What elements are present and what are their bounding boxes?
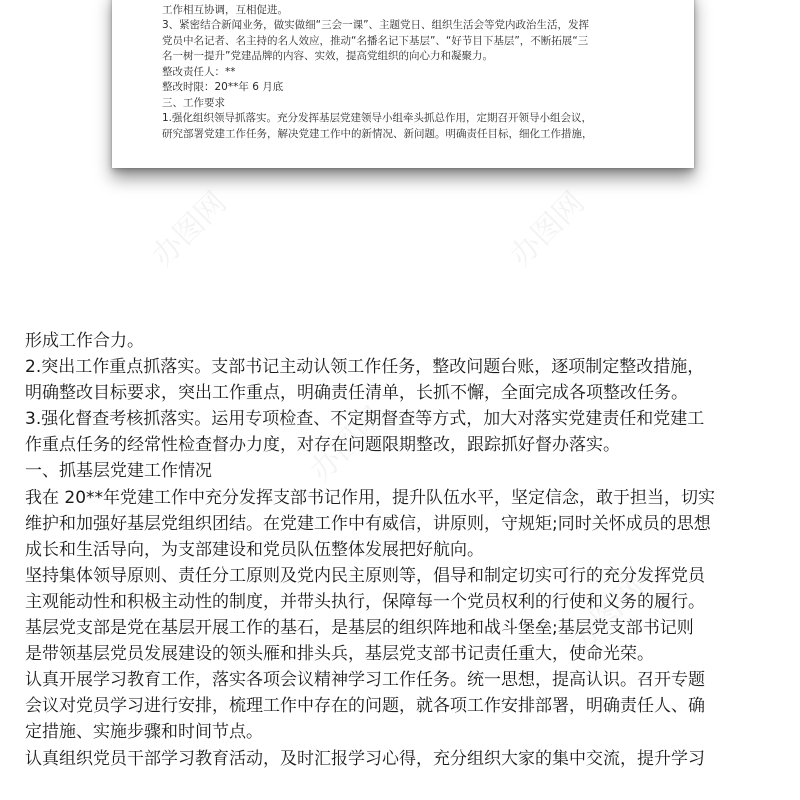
preview-line: 1.强化组织领导抓落实。充分发挥基层党建领导小组牵头抓总作用，定期召开领导小组会议， [162, 112, 593, 124]
body-line: 形成工作合力。 [25, 331, 144, 351]
body-line: 2.突出工作重点抓落实。支部书记主动认领工作任务，整改问题台账，逐项制定整改措施， [25, 357, 705, 378]
body-line: 我在 20**年党建工作中充分发挥支部书记作用，提升队伍水平，坚定信念，敢于担当，切实 [25, 487, 716, 508]
body-line: 3.强化督查考核抓落实。运用专项检查、不定期督查等方式，加大对落实党建责任和党建工 [25, 409, 705, 430]
body-line: 成长和生活导向，为支部建设和党员队伍整体发展把好航向。 [25, 539, 484, 560]
watermark: 办图网 [303, 400, 392, 489]
preview-line: 党员中名记者、名主持的名人效应，推动“名播名记下基层”、“好节目下基层”，不断拓展“三 [162, 34, 589, 47]
preview-line: 研究部署党建工作任务，解决党建工作中的新情况、新问题。明确责任目标，细化工作措施， [162, 127, 593, 140]
document-preview-card [112, 0, 694, 168]
section-heading: 一、抓基层党建工作情况 [25, 461, 212, 482]
preview-line: 名一树一提升”党建品牌的内容、实效，提高党组织的向心力和凝聚力。 [162, 50, 493, 62]
body-line: 认真组织党员干部学习教育活动，及时汇报学习心得，充分组织大家的集中交流，提升学习 [25, 748, 705, 769]
watermark: 办图网 [503, 185, 592, 274]
body-line: 是带领基层党员发展建设的领头雁和排头兵，基层党支部书记责任重大，使命光荣。 [25, 644, 654, 665]
body-line: 会议对党员学习进行安排，梳理工作中存在的问题，就各项工作安排部署，明确责任人、确 [25, 696, 705, 717]
body-line: 主观能动性和积极主动性的制度，并带头执行，保障每一个党员权利的行使和义务的履行。 [25, 591, 705, 612]
body-line: 作重点任务的经常性检查督办力度，对存在问题限期整改，跟踪抓好督办落实。 [25, 435, 620, 456]
preview-line: 3、紧密结合新闻业务，做实做细“三会一课”、主题党日、组织生活会等党内政治生活，发挥 [162, 19, 590, 31]
body-line: 维护和加强好基层党组织团结。在党建工作中有威信，讲原则，守规矩;同时关怀成员的思想 [25, 513, 711, 534]
preview-line: 三、工作要求 [162, 96, 225, 109]
watermark: 办图网 [563, 570, 652, 659]
body-line: 明确整改目标要求，突出工作重点，明确责任清单，长抓不懈，全面完成各项整改任务。 [25, 383, 688, 404]
body-line: 基层党支部是党在基层开展工作的基石，是基层的组织阵地和战斗堡垒;基层党支部书记则 [25, 618, 694, 639]
preview-text-block [162, 0, 662, 142]
body-line: 坚持集体领导原则、责任分工原则及党内民主原则等，倡导和制定切实可行的充分发挥党员 [25, 565, 705, 586]
body-line: 定措施、实施步骤和时间节点。 [25, 722, 263, 743]
preview-line: 整改时限：20**年 6 月底 [162, 81, 284, 93]
preview-line: 整改责任人：** [162, 65, 236, 78]
main-document-text [25, 328, 785, 772]
preview-line: 工作相互协调，互相促进。 [162, 3, 288, 16]
body-line: 认真开展学习教育工作，落实各项会议精神学习工作任务。统一思想，提高认识。召开专题 [25, 670, 705, 691]
watermark: 办图网 [145, 185, 234, 274]
